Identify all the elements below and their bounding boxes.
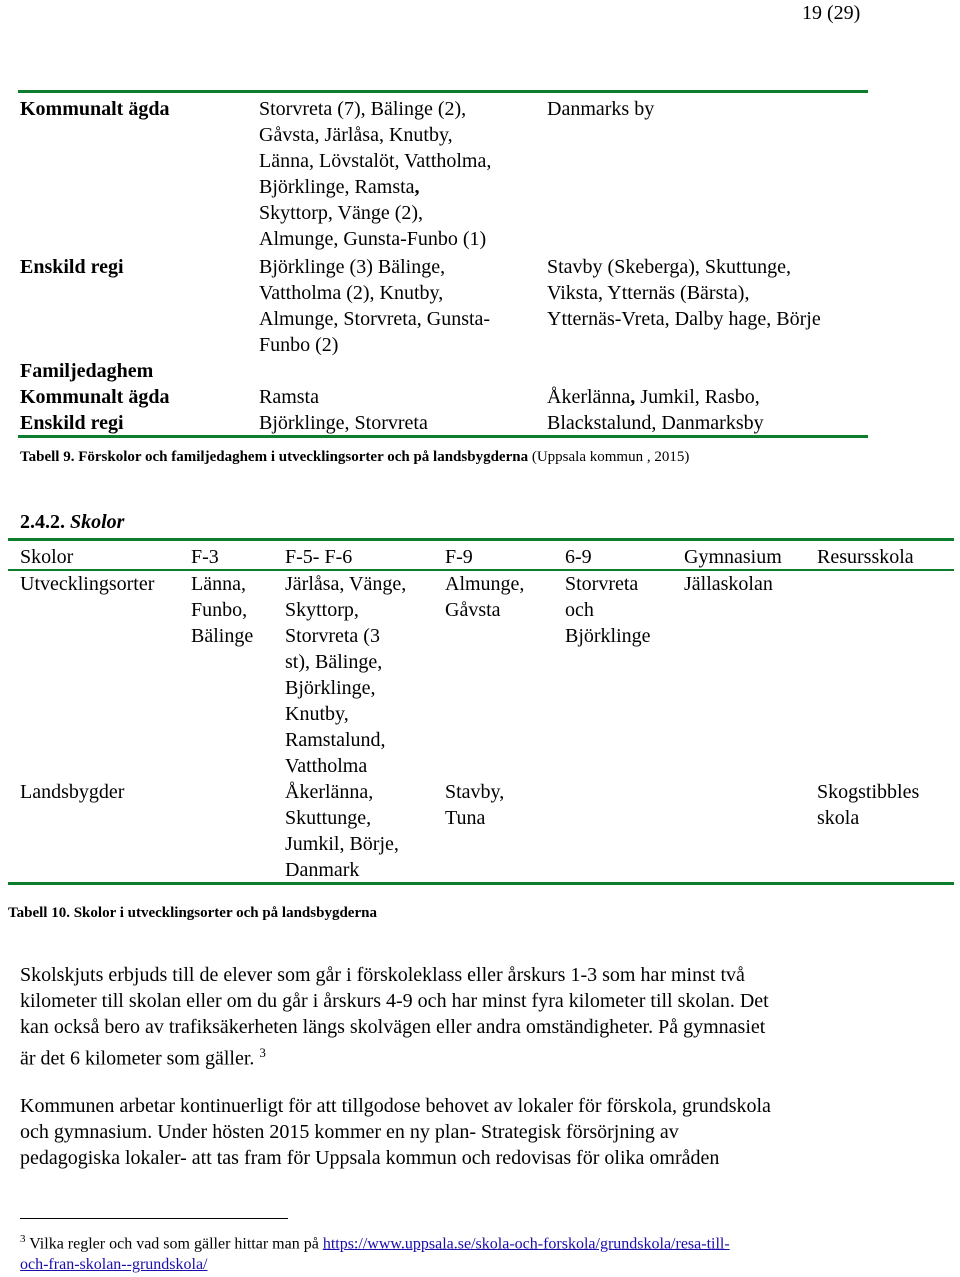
paragraph-skolskjuts [20,962,769,1072]
cell-line: Funbo (2) [259,334,339,356]
col-header-skolor: Skolor [20,546,74,568]
table10-bottom-rule [8,882,954,885]
caption-bold: Tabell 9. Förskolor och familjedaghem i utvecklingsorter och på landsbygderna [20,449,529,465]
col-header-resursskola: Resursskola [817,546,914,568]
cell-r5-utvecklingsorter: Björklinge, Storvreta [259,412,428,434]
cell-line: Ramstalund, [285,729,386,751]
footnote-number: 3 [20,1233,26,1245]
row-label-familjedaghem: Familjedaghem [20,360,154,382]
cell-line: Vattholma [285,755,368,777]
row-label-kommunalt-agda-2: Kommunalt ägda [20,386,170,408]
cell-line: Knutby, [285,703,349,725]
cell-line: och [565,599,594,621]
cell-line: Almunge, Gunsta-Funbo (1) [259,228,487,250]
cell-line: Björklinge, [285,677,376,699]
footnote-separator [20,1218,288,1219]
cell-r4-utvecklingsorter: Ramsta [259,386,319,408]
section-heading [20,509,124,535]
cell-r4-landsbygd [547,384,760,410]
cell-r5-landsbygd: Blackstalund, Danmarksby [547,412,764,434]
cell-line: Danmarks by [547,98,655,120]
cell-line: Almunge, [445,573,525,595]
paragraph-line [20,1040,769,1072]
table10-caption: Tabell 10. Skolor i utvecklingsorter och på landsbygderna [8,905,377,921]
cell-line: Bälinge [191,625,254,647]
cell-line: Viksta, Ytternäs (Bärsta), [547,282,750,304]
cell-r1-f3 [191,571,253,649]
row-label-kommunalt-agda: Kommunalt ägda [20,98,170,120]
paragraph-kommunen [20,1093,771,1171]
paragraph-line: Kommunen arbetar kontinuerligt för att tillgodose behovet av lokaler för förskola, grundskola [20,1095,771,1117]
footnote-link[interactable]: https://www.uppsala.se/skola-och-forskola/grundskola/resa-till- [322,1235,730,1253]
cell-r2-landsbygd [547,254,821,332]
cell-r2-f9 [445,779,504,831]
footnote-link-cont[interactable]: och-fran-skolan--grundskola/ [20,1256,208,1274]
cell-line: Skuttunge, [285,807,372,829]
footnote-text: Vilka regler och vad som gäller hittar man på [25,1235,323,1253]
cell-r1-f9 [445,571,524,623]
cell-r2-f5-f6 [285,779,399,883]
place-name: Åkerlänna [547,386,631,408]
cell-line: Storvreta (7), Bälinge (2), [259,98,467,120]
row-label-landsbygder: Landsbygder [20,781,125,803]
place-names: Jumkil, Rasbo, [635,386,760,408]
cell-line: Stavby, [445,781,505,803]
footnote-line [20,1229,730,1254]
cell-r1-utvecklingsorter [259,96,491,252]
caption-source: (Uppsala kommun , 2015) [528,449,690,465]
cell-line: Gåvsta, Järlåsa, Knutby, [259,124,453,146]
table9-caption [20,447,689,467]
cell-line: Skyttorp, Vänge (2), [259,202,424,224]
cell-line: Jumkil, Börje, [285,833,399,855]
cell-line: Länna, [191,573,246,595]
cell-line: Gåvsta [445,599,501,621]
row-label-utvecklingsorter: Utvecklingsorter [20,573,155,595]
cell-r2-utvecklingsorter [259,254,490,358]
cell-line: Björklinge (3) Bälinge, [259,256,446,278]
cell-r1-f5-f6 [285,571,406,779]
cell-line: Almunge, Storvreta, Gunsta- [259,308,491,330]
cell-line: Storvreta (3 [285,625,380,647]
table10-top-rule [8,538,954,541]
paragraph-line: pedagogiska lokaler- att tas fram för Uppsala kommun och redovisas för olika områden [20,1147,720,1169]
footnote [20,1229,730,1275]
col-header-f3: F-3 [191,546,219,568]
cell-line: Danmark [285,859,360,881]
cell-r1-69 [565,571,651,649]
cell-line: Ytternäs-Vreta, Dalby hage, Börje [547,308,821,330]
cell-r2-resursskola [817,779,919,831]
paragraph-line-text: är det 6 kilometer som gäller. [20,1047,255,1070]
paragraph-line: och gymnasium. Under hösten 2015 kommer en ny plan- Strategisk försörjning av [20,1121,679,1143]
paragraph-line: Skolskjuts erbjuds till de elever som går i förskoleklass eller årskurs 1-3 som har minst två [20,964,745,986]
cell-line: Björklinge, Ramsta, [259,176,420,198]
paragraph-line: kilometer till skolan eller om du går i årskurs 4-9 och har minst fyra kilometer till skolan. Det [20,990,769,1012]
table9-bottom-rule [18,435,868,438]
cell-line: Skyttorp, [285,599,359,621]
cell-line: st), Bälinge, [285,651,383,673]
col-header-f5-f6: F-5- F-6 [285,546,353,568]
cell-r1-landsbygd [547,96,654,122]
cell-line: Funbo, [191,599,248,621]
cell-line: Tuna [445,807,486,829]
col-header-69: 6-9 [565,546,592,568]
cell-line: Järlåsa, Vänge, [285,573,407,595]
cell-line: Länna, Lövstalöt, Vattholma, [259,150,492,172]
cell-line: Storvreta [565,573,639,595]
footnote-ref[interactable]: 3 [259,1045,266,1060]
bold-comma: , [630,386,636,408]
cell-r1-gymnasium [684,571,773,597]
col-header-gymnasium: Gymnasium [684,546,782,568]
section-heading-text: 2.4.2. Skolor [20,511,125,533]
cell-line: Åkerlänna, [285,781,374,803]
cell-line: Björklinge [565,625,651,647]
page-number: 19 (29) [802,2,861,24]
cell-line: Vattholma (2), Knutby, [259,282,444,304]
col-header-f9: F-9 [445,546,473,568]
cell-line: Stavby (Skeberga), Skuttunge, [547,256,792,278]
paragraph-line: kan också bero av trafiksäkerheten längs skolvägen eller andra omständigheter. På gymnasiet [20,1016,766,1038]
table9-top-rule [18,90,868,93]
footnote-line-2 [20,1254,730,1275]
row-label-enskild-regi-2: Enskild regi [20,412,124,434]
cell-line: skola [817,807,860,829]
row-label-enskild-regi: Enskild regi [20,256,124,278]
cell-line: Skogstibbles [817,781,920,803]
cell-line: Jällaskolan [684,573,773,595]
